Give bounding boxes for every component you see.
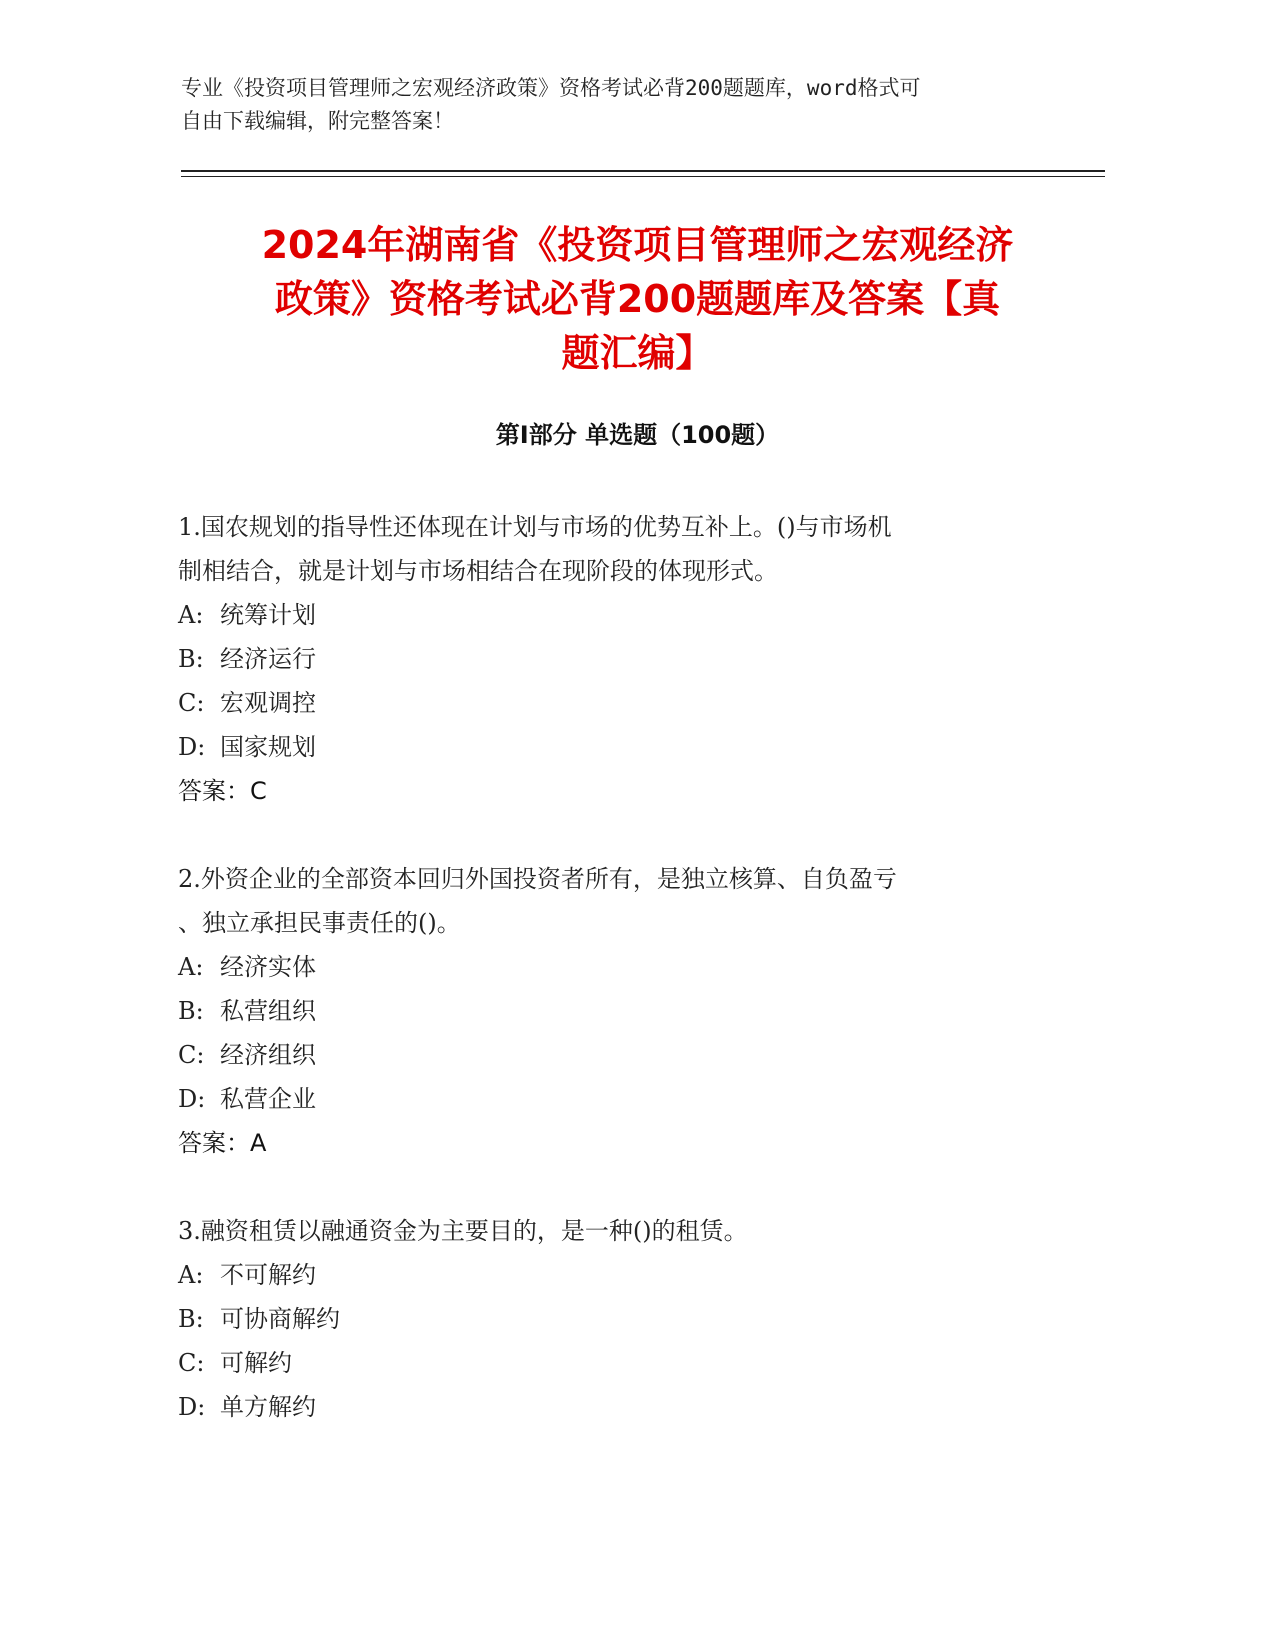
option-key: C: [178,1349,205,1377]
option-a [178,593,1028,637]
option-key: A: [178,1261,204,1289]
option-text: 不可解约 [220,1261,316,1289]
option-d [178,1077,1028,1121]
option-text: 宏观调控 [220,689,316,717]
option-b [178,637,1028,681]
question-stem [178,505,1028,593]
option-text: 可协商解约 [220,1305,340,1333]
header-note-line-2: 自由下载编辑，附完整答案！ [181,109,454,133]
question-list [178,505,1028,1473]
question-stem-line-1: 1.国农规划的指导性还体现在计划与市场的优势互补上。()与市场机 [178,513,892,541]
question-stem-line-2: 制相结合，就是计划与市场相结合在现阶段的体现形式。 [178,557,778,585]
option-b [178,1297,1028,1341]
document-title [160,218,1115,380]
answer: 答案：A [178,1129,267,1157]
question-stem-line-1: 3.融资租赁以融通资金为主要目的，是一种()的租赁。 [178,1217,748,1245]
option-c [178,1033,1028,1077]
option-c [178,681,1028,725]
question-stem-line-1: 2.外资企业的全部资本回归外国投资者所有，是独立核算、自负盈亏 [178,865,897,893]
option-b [178,989,1028,1033]
option-text: 国家规划 [220,733,316,761]
option-text: 可解约 [220,1349,292,1377]
header-divider-thin [181,176,1105,177]
option-key: B: [178,645,204,673]
question-1 [178,505,1028,813]
question-3 [178,1209,1028,1429]
option-text: 统筹计划 [220,601,316,629]
header-note [181,72,1051,138]
option-key: D: [178,1085,206,1113]
header-note-line-1: 专业《投资项目管理师之宏观经济政策》资格考试必背200题题库，word格式可 [181,76,921,100]
option-key: D: [178,1393,206,1421]
option-c [178,1341,1028,1385]
option-text: 经济组织 [220,1041,316,1069]
option-key: A: [178,953,204,981]
question-stem [178,1209,1028,1253]
option-d [178,725,1028,769]
option-text: 单方解约 [220,1393,316,1421]
option-key: B: [178,997,204,1025]
option-a [178,945,1028,989]
document-title-line-3: 题汇编】 [561,331,714,375]
document-title-line-1: 2024年湖南省《投资项目管理师之宏观经济 [261,223,1014,267]
option-key: D: [178,733,206,761]
document-title-line-2: 政策》资格考试必背200题题库及答案【真 [274,277,1001,321]
section-title: 第Ⅰ部分 单选题（100题） [495,421,780,449]
option-key: C: [178,689,205,717]
option-key: C: [178,1041,205,1069]
option-d [178,1385,1028,1429]
option-key: A: [178,601,204,629]
option-text: 经济运行 [220,645,316,673]
question-stem [178,857,1028,945]
answer: 答案：C [178,777,267,805]
option-text: 私营组织 [220,997,316,1025]
header-divider-thick [181,170,1105,172]
option-key: B: [178,1305,204,1333]
question-2 [178,857,1028,1165]
option-text: 私营企业 [220,1085,316,1113]
option-text: 经济实体 [220,953,316,981]
option-a [178,1253,1028,1297]
question-stem-line-2: 、独立承担民事责任的()。 [178,909,461,937]
